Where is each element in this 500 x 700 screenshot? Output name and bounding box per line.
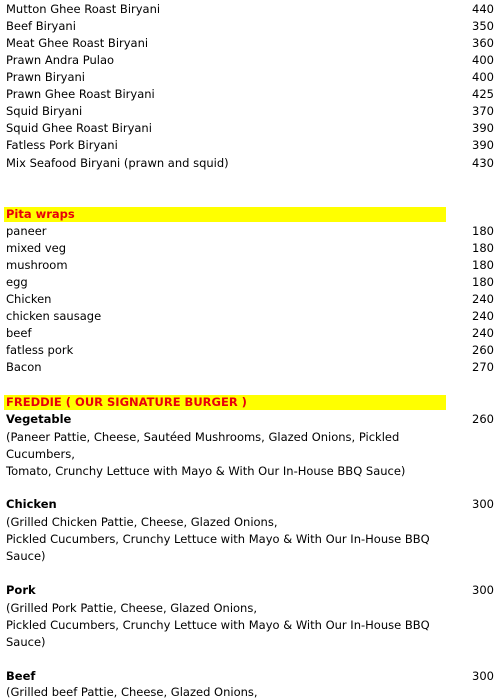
item-name: Prawn Biryani (6, 70, 86, 84)
item-name: Beef Biryani (6, 19, 76, 33)
menu-row (6, 120, 494, 136)
item-name: egg (6, 275, 28, 289)
menu-row (6, 86, 494, 102)
menu-row (6, 291, 494, 307)
burger-title-row (6, 582, 494, 598)
menu-row (6, 274, 494, 290)
item-name: Meat Ghee Roast Biryani (6, 36, 149, 50)
item-price: 430 (472, 156, 494, 170)
item-price: 180 (472, 241, 494, 255)
menu-row (6, 35, 494, 51)
menu-row (6, 18, 494, 34)
menu-row (6, 223, 494, 239)
item-description-line: (Grilled Pork Pattie, Cheese, Glazed Onions, (6, 601, 257, 615)
burger-title-row (6, 411, 494, 427)
item-name: Vegetable (6, 412, 72, 426)
item-description-line: (Grilled Chicken Pattie, Cheese, Glazed Onions, (6, 515, 278, 529)
burger-title-row (6, 668, 494, 684)
item-price: 300 (472, 497, 494, 511)
item-description-line: (Paneer Pattie, Cheese, Sautéed Mushrooms, Glazed Onions, Pickled (6, 430, 400, 444)
menu-row (6, 1, 494, 17)
item-name: Squid Biryani (6, 104, 83, 118)
item-price: 400 (472, 53, 494, 67)
item-description-line: (Grilled beef Pattie, Cheese, Glazed Onions, (6, 685, 258, 699)
item-name: beef (6, 326, 32, 340)
item-name: Mutton Ghee Roast Biryani (6, 2, 161, 16)
item-name: Chicken (6, 497, 57, 511)
item-description-line: Sauce) (6, 635, 46, 649)
item-description-line: Cucumbers, (6, 447, 75, 461)
item-price: 180 (472, 275, 494, 289)
section-header-freddie: FREDDIE ( OUR SIGNATURE BURGER ) (4, 395, 446, 410)
item-price: 400 (472, 70, 494, 84)
item-price: 350 (472, 19, 494, 33)
menu-row (6, 52, 494, 68)
item-description-line: Pickled Cucumbers, Crunchy Lettuce with Mayo & With Our In-House BBQ (6, 618, 430, 632)
menu-row (6, 69, 494, 85)
menu-row (6, 240, 494, 256)
item-name: Mix Seafood Biryani (prawn and squid) (6, 156, 229, 170)
item-name: mixed veg (6, 241, 67, 255)
item-name: mushroom (6, 258, 68, 272)
item-price: 360 (472, 36, 494, 50)
item-name: chicken sausage (6, 309, 102, 323)
item-name: Fatless Pork Biryani (6, 138, 118, 152)
item-name: Prawn Ghee Roast Biryani (6, 87, 155, 101)
item-name: Prawn Andra Pulao (6, 53, 115, 67)
burger-title-row (6, 496, 494, 512)
item-price: 180 (472, 224, 494, 238)
item-price: 390 (472, 121, 494, 135)
item-name: Squid Ghee Roast Biryani (6, 121, 152, 135)
menu-row (6, 359, 494, 375)
item-price: 425 (472, 87, 494, 101)
menu-row (6, 103, 494, 119)
item-name: Beef (6, 669, 36, 683)
menu-row (6, 342, 494, 358)
item-price: 370 (472, 104, 494, 118)
item-name: paneer (6, 224, 47, 238)
item-description-line: Tomato, Crunchy Lettuce with Mayo & With Our In-House BBQ Sauce) (6, 464, 406, 478)
item-name: Bacon (6, 360, 42, 374)
item-description-line: Pickled Cucumbers, Crunchy Lettuce with Mayo & With Our In-House BBQ (6, 532, 430, 546)
item-price: 390 (472, 138, 494, 152)
item-price: 240 (472, 309, 494, 323)
item-price: 240 (472, 326, 494, 340)
item-price: 240 (472, 292, 494, 306)
item-name: Chicken (6, 292, 52, 306)
item-price: 260 (472, 412, 494, 426)
menu-row (6, 137, 494, 153)
item-price: 300 (472, 669, 494, 683)
section-header-pita-wraps: Pita wraps (4, 207, 446, 222)
item-description-line: Sauce) (6, 549, 46, 563)
menu-row (6, 325, 494, 341)
item-price: 440 (472, 2, 494, 16)
item-name: fatless pork (6, 343, 74, 357)
item-price: 260 (472, 343, 494, 357)
menu-row (6, 155, 494, 171)
menu-row (6, 308, 494, 324)
menu-row (6, 257, 494, 273)
item-price: 180 (472, 258, 494, 272)
item-price: 300 (472, 583, 494, 597)
item-price: 270 (472, 360, 494, 374)
item-name: Pork (6, 583, 36, 597)
